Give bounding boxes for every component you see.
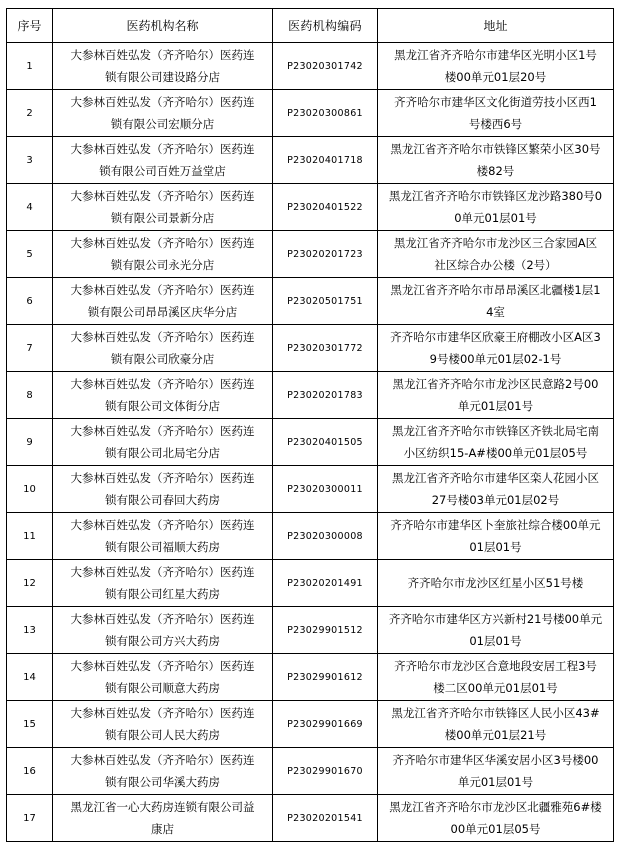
name-cell — [53, 325, 273, 372]
seq-cell: 12 — [7, 560, 53, 607]
name-cell-line: 大参林百姓弘发（齐齐哈尔）医药连 — [70, 283, 255, 297]
address-cell-line: 楼00单元01层20号 — [444, 70, 547, 84]
table-row — [7, 513, 614, 560]
address-cell — [378, 278, 614, 325]
address-cell-line: 黑龙江省齐齐哈尔市铁锋区龙沙路380号0 — [388, 189, 603, 203]
name-cell-line: 锁有限公司永光分店 — [110, 258, 215, 272]
seq-cell: 5 — [7, 231, 53, 278]
name-cell-line: 大参林百姓弘发（齐齐哈尔）医药连 — [70, 659, 255, 673]
code-cell: P23020300008 — [273, 513, 378, 560]
name-cell-line: 锁有限公司昂昂溪区庆华分店 — [87, 305, 238, 319]
address-cell — [378, 795, 614, 842]
name-cell — [53, 466, 273, 513]
name-cell-line: 锁有限公司人民大药房 — [105, 728, 220, 742]
table-row — [7, 278, 614, 325]
address-cell-line: 齐齐哈尔市建华区方兴新村21号楼00单元 — [388, 612, 603, 626]
address-cell — [378, 372, 614, 419]
address-cell-line: 黑龙江省齐齐哈尔市昂昂溪区北疆楼1层1 — [390, 283, 601, 297]
table-row — [7, 419, 614, 466]
address-cell-line: 齐齐哈尔市龙沙区合意地段安居工程3号 — [394, 659, 597, 673]
address-cell-line: 27号楼03单元01层02号 — [431, 493, 560, 507]
code-cell: P23020201723 — [273, 231, 378, 278]
address-cell-line: 黑龙江省齐齐哈尔市铁锋区繁荣小区30号 — [390, 142, 601, 156]
name-cell — [53, 795, 273, 842]
table-row — [7, 607, 614, 654]
table-row — [7, 701, 614, 748]
name-cell — [53, 560, 273, 607]
address-cell — [378, 231, 614, 278]
address-cell-line: 黑龙江省齐齐哈尔市铁锋区人民小区43# — [391, 706, 600, 720]
table-row — [7, 748, 614, 795]
address-cell-line: 齐齐哈尔市建华区华溪安居小区3号楼00 — [392, 753, 599, 767]
seq-cell: 1 — [7, 43, 53, 90]
address-cell — [378, 90, 614, 137]
code-cell: P23020501751 — [273, 278, 378, 325]
seq-cell: 10 — [7, 466, 53, 513]
name-cell — [53, 43, 273, 90]
address-cell-line: 单元01层01号 — [457, 399, 534, 413]
address-cell-line: 黑龙江省齐齐哈尔市铁锋区齐铁北局宅南 — [392, 424, 599, 438]
name-cell-line: 大参林百姓弘发（齐齐哈尔）医药连 — [70, 142, 255, 156]
name-cell — [53, 372, 273, 419]
name-cell-line: 大参林百姓弘发（齐齐哈尔）医药连 — [70, 565, 255, 579]
name-cell-line: 锁有限公司福顺大药房 — [105, 540, 220, 554]
name-cell — [53, 184, 273, 231]
address-cell — [378, 701, 614, 748]
seq-cell: 3 — [7, 137, 53, 184]
seq-cell: 8 — [7, 372, 53, 419]
table-row — [7, 90, 614, 137]
address-cell — [378, 419, 614, 466]
seq-cell: 15 — [7, 701, 53, 748]
address-cell — [378, 748, 614, 795]
code-cell: P23020401522 — [273, 184, 378, 231]
name-cell-line: 大参林百姓弘发（齐齐哈尔）医药连 — [70, 518, 255, 532]
name-cell-line: 锁有限公司春回大药房 — [105, 493, 220, 507]
name-cell-line: 大参林百姓弘发（齐齐哈尔）医药连 — [70, 753, 255, 767]
table-row — [7, 325, 614, 372]
seq-cell: 17 — [7, 795, 53, 842]
name-cell-line: 锁有限公司方兴大药房 — [105, 634, 220, 648]
header-seq: 序号 — [7, 9, 53, 43]
address-cell-line: 楼00单元01层21号 — [444, 728, 547, 742]
address-cell-line: 齐齐哈尔市建华区卜奎旅社综合楼00单元 — [390, 518, 601, 532]
header-name: 医药机构名称 — [53, 9, 273, 43]
name-cell — [53, 231, 273, 278]
name-cell — [53, 278, 273, 325]
address-cell-line: 黑龙江省齐齐哈尔市龙沙区北疆雅苑6#楼 — [389, 800, 602, 814]
code-cell: P23020301742 — [273, 43, 378, 90]
name-cell-line: 锁有限公司顺意大药房 — [105, 681, 220, 695]
name-cell-line: 锁有限公司红星大药房 — [105, 587, 220, 601]
address-cell-line: 小区纺织15-A#楼00单元01层05号 — [403, 446, 588, 460]
name-cell-line: 大参林百姓弘发（齐齐哈尔）医药连 — [70, 706, 255, 720]
address-cell — [378, 560, 614, 607]
name-cell-line: 大参林百姓弘发（齐齐哈尔）医药连 — [70, 189, 255, 203]
table-header-row — [7, 9, 614, 43]
seq-cell: 2 — [7, 90, 53, 137]
address-cell — [378, 184, 614, 231]
address-cell-line: 齐齐哈尔市建华区欣豪王府棚改小区A区3 — [390, 330, 601, 344]
table-row — [7, 372, 614, 419]
name-cell-line: 锁有限公司百姓万益堂店 — [99, 164, 226, 178]
code-cell: P23020201541 — [273, 795, 378, 842]
address-cell-line: 01层01号 — [469, 540, 522, 554]
name-cell-line: 锁有限公司欣豪分店 — [110, 352, 215, 366]
address-cell-line: 0单元01层01号 — [454, 211, 537, 225]
address-cell-line: 00单元01层05号 — [450, 822, 541, 836]
header-address: 地址 — [378, 9, 614, 43]
code-cell: P23020300011 — [273, 466, 378, 513]
address-cell — [378, 513, 614, 560]
table-row — [7, 654, 614, 701]
table-row — [7, 560, 614, 607]
address-cell-line: 黑龙江省齐齐哈尔市建华区栾人花园小区 — [392, 471, 599, 485]
table-row — [7, 184, 614, 231]
name-cell-line: 大参林百姓弘发（齐齐哈尔）医药连 — [70, 471, 255, 485]
name-cell-line: 锁有限公司景新分店 — [110, 211, 215, 225]
address-cell-line: 齐齐哈尔市龙沙区红星小区51号楼 — [407, 576, 584, 590]
table-row — [7, 43, 614, 90]
name-cell-line: 锁有限公司华溪大药房 — [105, 775, 220, 789]
name-cell-line: 锁有限公司北局宅分店 — [105, 446, 220, 460]
seq-cell: 14 — [7, 654, 53, 701]
table-row — [7, 466, 614, 513]
code-cell: P23020201491 — [273, 560, 378, 607]
address-cell-line: 号楼西6号 — [468, 117, 523, 131]
table-row — [7, 795, 614, 842]
name-cell-line: 大参林百姓弘发（齐齐哈尔）医药连 — [70, 377, 255, 391]
code-cell: P23029901512 — [273, 607, 378, 654]
address-cell-line: 9号楼00单元01层02-1号 — [429, 352, 562, 366]
seq-cell: 4 — [7, 184, 53, 231]
address-cell-line: 黑龙江省齐齐哈尔市建华区光明小区1号 — [394, 48, 597, 62]
address-cell-line: 黑龙江省齐齐哈尔市龙沙区民意路2号00 — [392, 377, 599, 391]
seq-cell: 16 — [7, 748, 53, 795]
seq-cell: 13 — [7, 607, 53, 654]
name-cell — [53, 701, 273, 748]
address-cell-line: 黑龙江省齐齐哈尔市龙沙区三合家园A区 — [393, 236, 598, 250]
name-cell-line: 锁有限公司宏顺分店 — [110, 117, 215, 131]
name-cell — [53, 607, 273, 654]
address-cell — [378, 466, 614, 513]
name-cell-line: 大参林百姓弘发（齐齐哈尔）医药连 — [70, 236, 255, 250]
table-row — [7, 231, 614, 278]
table-body — [7, 43, 614, 842]
code-cell: P23020401718 — [273, 137, 378, 184]
address-cell-line: 01层01号 — [469, 634, 522, 648]
name-cell — [53, 748, 273, 795]
code-cell: P23020201783 — [273, 372, 378, 419]
seq-cell: 11 — [7, 513, 53, 560]
address-cell — [378, 654, 614, 701]
address-cell-line: 4室 — [486, 305, 505, 319]
name-cell — [53, 513, 273, 560]
code-cell: P23029901670 — [273, 748, 378, 795]
seq-cell: 6 — [7, 278, 53, 325]
name-cell — [53, 419, 273, 466]
pharmacy-table — [6, 8, 614, 842]
address-cell — [378, 325, 614, 372]
address-cell-line: 楼二区00单元01层01号 — [433, 681, 558, 695]
name-cell — [53, 137, 273, 184]
name-cell-line: 大参林百姓弘发（齐齐哈尔）医药连 — [70, 48, 255, 62]
seq-cell: 7 — [7, 325, 53, 372]
name-cell-line: 康店 — [151, 822, 174, 836]
name-cell-line: 大参林百姓弘发（齐齐哈尔）医药连 — [70, 95, 255, 109]
name-cell — [53, 654, 273, 701]
code-cell: P23029901612 — [273, 654, 378, 701]
address-cell-line: 社区综合办公楼（2号） — [434, 258, 557, 272]
code-cell: P23029901669 — [273, 701, 378, 748]
table-row — [7, 137, 614, 184]
name-cell-line: 黑龙江省一心大药房连锁有限公司益 — [70, 800, 255, 814]
header-code: 医药机构编码 — [273, 9, 378, 43]
seq-cell: 9 — [7, 419, 53, 466]
address-cell-line: 楼82号 — [476, 164, 515, 178]
name-cell — [53, 90, 273, 137]
name-cell-line: 大参林百姓弘发（齐齐哈尔）医药连 — [70, 612, 255, 626]
address-cell — [378, 137, 614, 184]
address-cell-line: 齐齐哈尔市建华区文化街道劳技小区西1 — [394, 95, 597, 109]
code-cell: P23020300861 — [273, 90, 378, 137]
code-cell: P23020401505 — [273, 419, 378, 466]
name-cell-line: 大参林百姓弘发（齐齐哈尔）医药连 — [70, 424, 255, 438]
code-cell: P23020301772 — [273, 325, 378, 372]
name-cell-line: 锁有限公司建设路分店 — [105, 70, 220, 84]
address-cell — [378, 607, 614, 654]
address-cell-line: 单元01层01号 — [457, 775, 534, 789]
name-cell-line: 锁有限公司文体街分店 — [105, 399, 220, 413]
name-cell-line: 大参林百姓弘发（齐齐哈尔）医药连 — [70, 330, 255, 344]
address-cell — [378, 43, 614, 90]
